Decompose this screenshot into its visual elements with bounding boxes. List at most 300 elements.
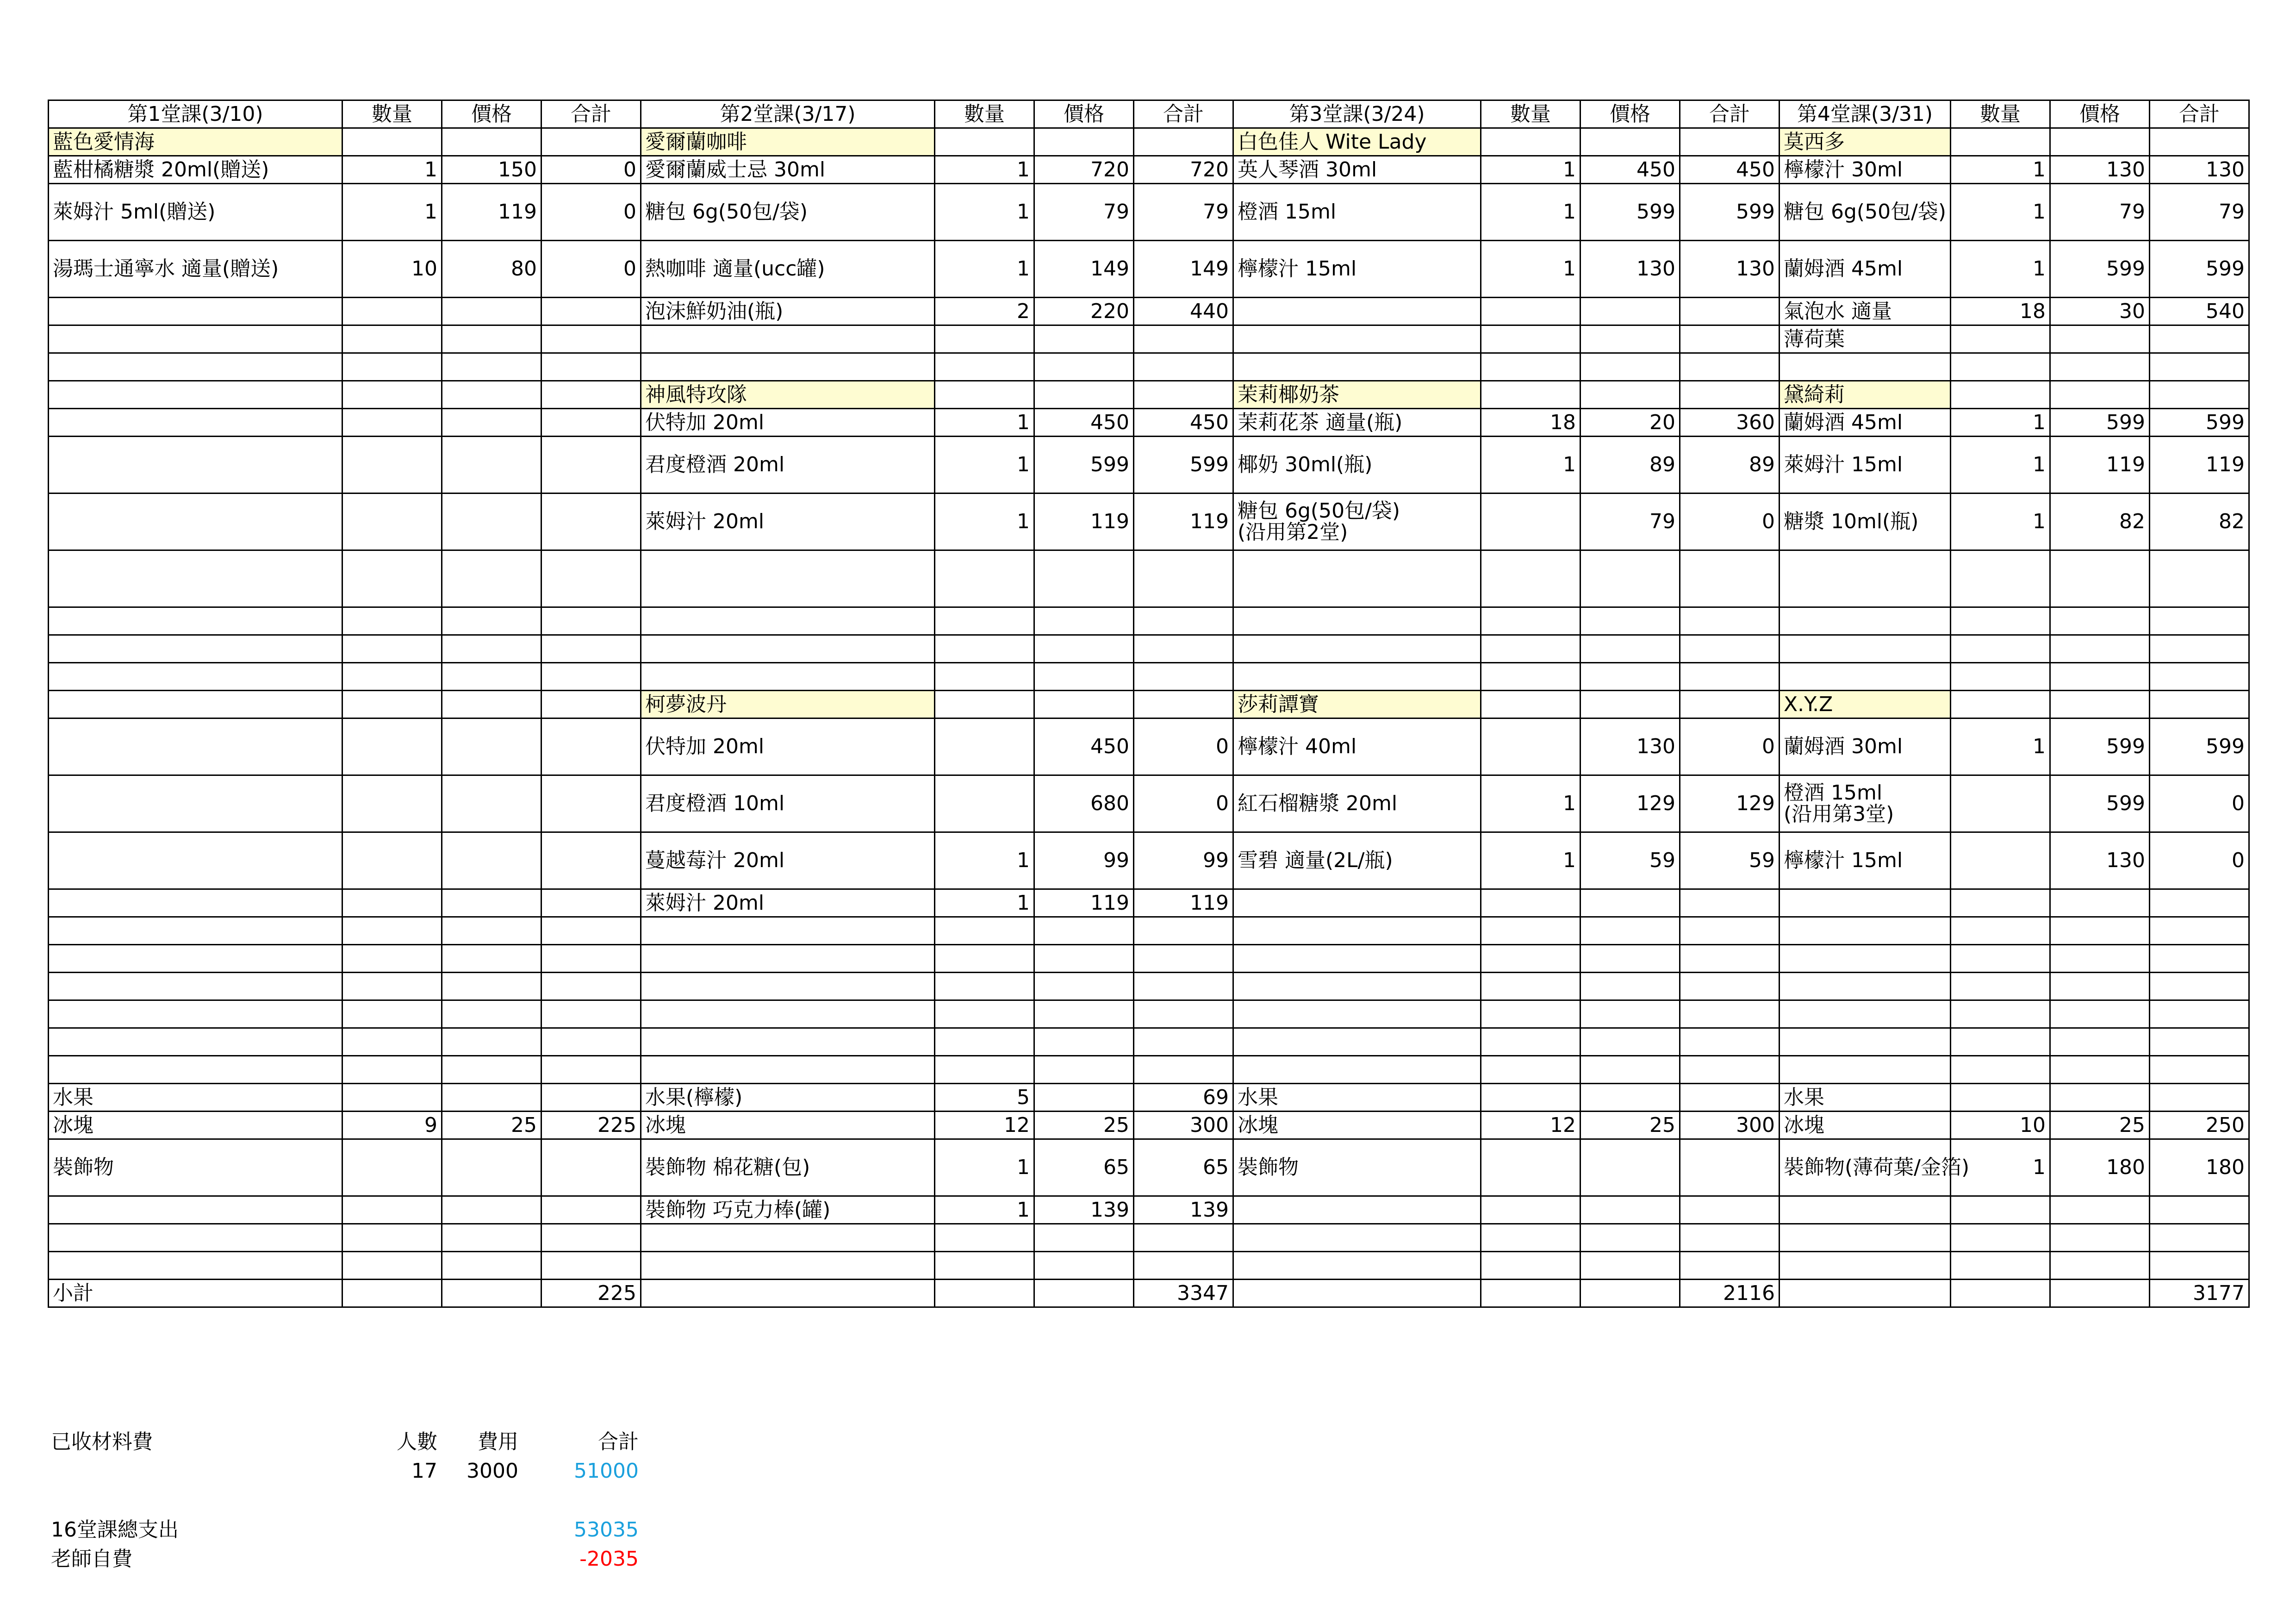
- item-cell: [1780, 550, 1951, 607]
- quantity-cell: [935, 691, 1034, 718]
- table-row: [49, 1084, 2249, 1112]
- quantity-cell: [935, 381, 1034, 409]
- total-cell: [541, 973, 641, 1000]
- price-cell: [1034, 635, 1134, 663]
- quantity-cell: [342, 325, 442, 353]
- price-cell: 25: [442, 1112, 541, 1139]
- table-row: [49, 437, 2249, 493]
- quantity-cell: [1951, 1028, 2050, 1056]
- price-cell: [1034, 381, 1134, 409]
- total-cell: [541, 1000, 641, 1028]
- total-cell: [541, 409, 641, 437]
- price-cell: [1034, 128, 1134, 156]
- total-cell: 180: [2150, 1139, 2249, 1196]
- total-cell: 0: [1134, 775, 1233, 832]
- price-cell: 79: [1034, 184, 1134, 241]
- price-cell: [2050, 1196, 2150, 1224]
- quantity-cell: [1481, 128, 1580, 156]
- quantity-cell: [1481, 1252, 1580, 1280]
- quantity-cell: [342, 889, 442, 917]
- column-header: 第4堂課(3/31): [1780, 100, 1951, 128]
- price-cell: [442, 1139, 541, 1196]
- item-cell: 蘭姆酒 45ml: [1780, 409, 1951, 437]
- quantity-cell: 10: [342, 241, 442, 298]
- total-cell: 599: [1134, 437, 1233, 493]
- price-cell: [1580, 663, 1680, 691]
- quantity-cell: [1481, 917, 1580, 945]
- total-cell: [1680, 889, 1780, 917]
- quantity-cell: [342, 381, 442, 409]
- item-cell: 蔓越莓汁 20ml: [641, 832, 935, 889]
- total-cell: [1134, 1224, 1233, 1252]
- quantity-cell: 1: [1481, 437, 1580, 493]
- column-header: 價格: [2050, 100, 2150, 128]
- quantity-cell: [1951, 691, 2050, 718]
- column-header: 第3堂課(3/24): [1233, 100, 1481, 128]
- item-cell: [1780, 663, 1951, 691]
- quantity-cell: [1951, 1000, 2050, 1028]
- quantity-cell: [342, 128, 442, 156]
- price-cell: [442, 945, 541, 973]
- teacher-self-pay-value: -2035: [579, 1547, 639, 1571]
- total-cell: 82: [2150, 493, 2249, 550]
- price-cell: [1580, 1224, 1680, 1252]
- item-cell: [1233, 1252, 1481, 1280]
- item-cell: 檸檬汁 15ml: [1233, 241, 1481, 298]
- collected-fee-label: 已收材料費: [51, 1430, 153, 1454]
- price-cell: [1034, 1280, 1134, 1307]
- total-cell: [541, 493, 641, 550]
- item-cell: 蘭姆酒 30ml: [1780, 718, 1951, 775]
- item-cell: 冰塊: [641, 1112, 935, 1139]
- item-cell: 裝飾物(薄荷葉/金箔): [1780, 1139, 1951, 1196]
- price-cell: [1580, 128, 1680, 156]
- quantity-cell: [1951, 607, 2050, 635]
- total-cell: [541, 325, 641, 353]
- total-cell: [2150, 325, 2249, 353]
- price-cell: 119: [1034, 493, 1134, 550]
- column-header: 第1堂課(3/10): [49, 100, 342, 128]
- table-row: [49, 241, 2249, 298]
- price-cell: [1034, 1084, 1134, 1112]
- item-cell: [1233, 1280, 1481, 1307]
- total-cell: [1680, 635, 1780, 663]
- item-cell: [49, 718, 342, 775]
- total-cell: [541, 1056, 641, 1084]
- quantity-cell: 1: [935, 1196, 1034, 1224]
- item-cell: [1233, 298, 1481, 325]
- price-cell: [442, 1252, 541, 1280]
- quantity-cell: [1481, 718, 1580, 775]
- item-cell: [641, 1028, 935, 1056]
- price-cell: [442, 550, 541, 607]
- table-row: [49, 325, 2249, 353]
- item-cell: 橙酒 15ml: [1233, 184, 1481, 241]
- total-cell: [2150, 1084, 2249, 1112]
- price-cell: [1580, 550, 1680, 607]
- price-cell: [1580, 1028, 1680, 1056]
- total-cell: [1680, 550, 1780, 607]
- total-cell: [2150, 917, 2249, 945]
- item-cell: 萊姆汁 15ml: [1780, 437, 1951, 493]
- price-cell: [2050, 1280, 2150, 1307]
- total-cell: [1680, 1224, 1780, 1252]
- item-cell: 君度橙酒 10ml: [641, 775, 935, 832]
- item-cell: 柯夢波丹: [641, 691, 935, 718]
- quantity-cell: [342, 718, 442, 775]
- price-cell: [1034, 353, 1134, 381]
- price-cell: 150: [442, 156, 541, 184]
- item-cell: [49, 691, 342, 718]
- price-cell: 65: [1034, 1139, 1134, 1196]
- total-cell: [1134, 1056, 1233, 1084]
- price-cell: 130: [2050, 156, 2150, 184]
- quantity-cell: [935, 973, 1034, 1000]
- item-cell: 愛爾蘭威士忌 30ml: [641, 156, 935, 184]
- price-cell: [1580, 1056, 1680, 1084]
- total-cell: [2150, 381, 2249, 409]
- price-cell: 79: [1580, 493, 1680, 550]
- price-cell: 30: [2050, 298, 2150, 325]
- quantity-cell: [1481, 1196, 1580, 1224]
- item-cell: [49, 381, 342, 409]
- total-cell: 139: [1134, 1196, 1233, 1224]
- item-cell: [49, 325, 342, 353]
- table-row: [49, 973, 2249, 1000]
- total-cell: [2150, 635, 2249, 663]
- price-cell: [2050, 1028, 2150, 1056]
- total-cell: [541, 1252, 641, 1280]
- quantity-cell: [935, 1280, 1034, 1307]
- price-cell: 25: [1580, 1112, 1680, 1139]
- quantity-cell: [342, 1139, 442, 1196]
- price-cell: [442, 973, 541, 1000]
- table-row: [49, 550, 2249, 607]
- quantity-cell: 1: [935, 889, 1034, 917]
- total-cell: [1680, 381, 1780, 409]
- price-cell: [1580, 917, 1680, 945]
- total-cell: 599: [2150, 718, 2249, 775]
- quantity-cell: 2: [935, 298, 1034, 325]
- item-cell: 檸檬汁 30ml: [1780, 156, 1951, 184]
- total-cell: [1134, 635, 1233, 663]
- total-cell: [541, 1139, 641, 1196]
- price-cell: [2050, 550, 2150, 607]
- item-cell: [1780, 1252, 1951, 1280]
- price-cell: 450: [1580, 156, 1680, 184]
- total-cell: [2150, 1028, 2249, 1056]
- item-cell: 冰塊: [1233, 1112, 1481, 1139]
- quantity-cell: [935, 1000, 1034, 1028]
- total-cell: [541, 353, 641, 381]
- item-cell: [1233, 1056, 1481, 1084]
- item-cell: [1233, 945, 1481, 973]
- price-cell: [1580, 1196, 1680, 1224]
- price-cell: [1034, 945, 1134, 973]
- item-cell: [49, 973, 342, 1000]
- quantity-cell: 1: [935, 493, 1034, 550]
- price-cell: [1580, 635, 1680, 663]
- price-cell: 25: [2050, 1112, 2150, 1139]
- price-cell: 720: [1034, 156, 1134, 184]
- total-cell: [2150, 1056, 2249, 1084]
- quantity-cell: [342, 550, 442, 607]
- quantity-cell: [342, 635, 442, 663]
- item-cell: [641, 1252, 935, 1280]
- total-cell: 225: [541, 1112, 641, 1139]
- price-cell: [1034, 1252, 1134, 1280]
- item-cell: 糖包 6g(50包/袋) (沿用第2堂): [1233, 493, 1481, 550]
- total-cell: [1134, 607, 1233, 635]
- total-cell: [1680, 298, 1780, 325]
- expense-sheet: [48, 100, 2250, 1308]
- item-cell: [1233, 1000, 1481, 1028]
- item-cell: [641, 663, 935, 691]
- item-cell: [1233, 889, 1481, 917]
- total-cell: 0: [541, 241, 641, 298]
- quantity-cell: [1481, 889, 1580, 917]
- item-cell: [641, 325, 935, 353]
- total-cell: [1680, 607, 1780, 635]
- total-cell: [541, 1196, 641, 1224]
- price-cell: 119: [2050, 437, 2150, 493]
- price-cell: [1034, 917, 1134, 945]
- total-cell: 300: [1134, 1112, 1233, 1139]
- total-cell: [1680, 973, 1780, 1000]
- table-row: [49, 184, 2249, 241]
- total-cell: [1134, 945, 1233, 973]
- price-cell: [2050, 663, 2150, 691]
- total-cell: [1134, 325, 1233, 353]
- item-cell: [1780, 945, 1951, 973]
- price-cell: [2050, 917, 2150, 945]
- price-cell: [1580, 325, 1680, 353]
- item-cell: [641, 1224, 935, 1252]
- price-cell: [442, 1196, 541, 1224]
- total-cell: [2150, 607, 2249, 635]
- total-cell: 2116: [1680, 1280, 1780, 1307]
- total-cell: [1680, 917, 1780, 945]
- quantity-cell: [1481, 1000, 1580, 1028]
- total-cell: [2150, 1252, 2249, 1280]
- people-count-value: 17: [411, 1459, 437, 1483]
- item-cell: 莫西多: [1780, 128, 1951, 156]
- item-cell: [49, 493, 342, 550]
- item-cell: 冰塊: [1780, 1112, 1951, 1139]
- item-cell: 水果: [49, 1084, 342, 1112]
- item-cell: [641, 1000, 935, 1028]
- price-cell: [442, 718, 541, 775]
- quantity-cell: [342, 775, 442, 832]
- quantity-cell: 1: [1951, 184, 2050, 241]
- total-cell: [1680, 1139, 1780, 1196]
- total-cell: 599: [1680, 184, 1780, 241]
- quantity-cell: [935, 607, 1034, 635]
- column-header: 數量: [935, 100, 1034, 128]
- item-cell: [641, 973, 935, 1000]
- teacher-self-pay-label: 老師自費: [51, 1547, 132, 1571]
- table-row: [49, 156, 2249, 184]
- total-cell: 119: [1134, 493, 1233, 550]
- quantity-cell: 5: [935, 1084, 1034, 1112]
- table-row: [49, 128, 2249, 156]
- total-cell: [1134, 1252, 1233, 1280]
- item-cell: [49, 1224, 342, 1252]
- quantity-cell: [1481, 635, 1580, 663]
- quantity-cell: 1: [342, 156, 442, 184]
- quantity-cell: 1: [1951, 409, 2050, 437]
- quantity-cell: 1: [935, 241, 1034, 298]
- quantity-cell: 1: [1951, 1139, 2050, 1196]
- quantity-cell: 12: [935, 1112, 1034, 1139]
- price-cell: [1580, 973, 1680, 1000]
- item-cell: [641, 1280, 935, 1307]
- price-cell: [1580, 889, 1680, 917]
- total-cell: [1134, 1028, 1233, 1056]
- quantity-cell: [1951, 635, 2050, 663]
- quantity-cell: [935, 353, 1034, 381]
- total-cell: [541, 889, 641, 917]
- quantity-cell: [935, 128, 1034, 156]
- item-cell: 裝飾物 巧克力棒(罐): [641, 1196, 935, 1224]
- price-cell: [2050, 691, 2150, 718]
- price-cell: 89: [1580, 437, 1680, 493]
- price-cell: [442, 663, 541, 691]
- price-cell: [2050, 945, 2150, 973]
- total-cell: [2150, 691, 2249, 718]
- item-cell: [1233, 550, 1481, 607]
- item-cell: 水果: [1233, 1084, 1481, 1112]
- price-cell: [2050, 353, 2150, 381]
- item-cell: 裝飾物: [1233, 1139, 1481, 1196]
- price-cell: [1034, 973, 1134, 1000]
- total-cell: 69: [1134, 1084, 1233, 1112]
- quantity-cell: 1: [1481, 775, 1580, 832]
- quantity-cell: [342, 832, 442, 889]
- quantity-cell: [1951, 973, 2050, 1000]
- item-cell: 檸檬汁 15ml: [1780, 832, 1951, 889]
- total-cell: 65: [1134, 1139, 1233, 1196]
- total-cell: [541, 381, 641, 409]
- table-row: [49, 917, 2249, 945]
- price-cell: [2050, 1056, 2150, 1084]
- price-cell: [442, 353, 541, 381]
- price-cell: [1580, 353, 1680, 381]
- price-cell: [1034, 607, 1134, 635]
- quantity-cell: [1481, 607, 1580, 635]
- price-cell: [2050, 325, 2150, 353]
- table-row: [49, 1224, 2249, 1252]
- price-cell: [442, 832, 541, 889]
- quantity-cell: [342, 353, 442, 381]
- item-cell: 橙酒 15ml (沿用第3堂): [1780, 775, 1951, 832]
- price-cell: [442, 493, 541, 550]
- item-cell: [641, 1056, 935, 1084]
- quantity-cell: [1951, 775, 2050, 832]
- table-row: [49, 607, 2249, 635]
- table-row: [49, 353, 2249, 381]
- total-label: 合計: [598, 1430, 639, 1454]
- item-cell: 椰奶 30ml(瓶): [1233, 437, 1481, 493]
- price-cell: [2050, 973, 2150, 1000]
- quantity-cell: [935, 1224, 1034, 1252]
- total-cell: [1134, 128, 1233, 156]
- item-cell: 水果: [1780, 1084, 1951, 1112]
- total-cell: 149: [1134, 241, 1233, 298]
- item-cell: 萊姆汁 5ml(贈送): [49, 184, 342, 241]
- price-cell: 599: [2050, 241, 2150, 298]
- price-cell: [442, 917, 541, 945]
- item-cell: 熱咖啡 適量(ucc罐): [641, 241, 935, 298]
- quantity-cell: [342, 493, 442, 550]
- quantity-cell: [935, 775, 1034, 832]
- price-cell: 450: [1034, 718, 1134, 775]
- quantity-cell: [935, 718, 1034, 775]
- item-cell: [641, 635, 935, 663]
- quantity-cell: [1951, 550, 2050, 607]
- total-cell: [2150, 973, 2249, 1000]
- quantity-cell: [935, 1252, 1034, 1280]
- total-cell: [2150, 550, 2249, 607]
- price-cell: [1580, 607, 1680, 635]
- item-cell: [49, 1000, 342, 1028]
- price-cell: [442, 298, 541, 325]
- item-cell: 檸檬汁 40ml: [1233, 718, 1481, 775]
- quantity-cell: 1: [935, 156, 1034, 184]
- quantity-cell: [1481, 691, 1580, 718]
- total-cell: [541, 1224, 641, 1252]
- price-cell: [442, 775, 541, 832]
- quantity-cell: [1951, 1084, 2050, 1112]
- price-cell: [442, 889, 541, 917]
- quantity-cell: [1481, 493, 1580, 550]
- price-cell: 82: [2050, 493, 2150, 550]
- item-cell: [1780, 607, 1951, 635]
- quantity-cell: [342, 409, 442, 437]
- item-cell: 水果(檸檬): [641, 1084, 935, 1112]
- quantity-cell: 1: [1481, 156, 1580, 184]
- quantity-cell: [342, 1280, 442, 1307]
- item-cell: 湯瑪士通寧水 適量(贈送): [49, 241, 342, 298]
- total-cell: 129: [1680, 775, 1780, 832]
- column-header: 價格: [442, 100, 541, 128]
- price-cell: 80: [442, 241, 541, 298]
- price-cell: 599: [2050, 409, 2150, 437]
- price-cell: 20: [1580, 409, 1680, 437]
- price-cell: 180: [2050, 1139, 2150, 1196]
- total-cell: [1680, 128, 1780, 156]
- quantity-cell: [1481, 325, 1580, 353]
- total-cell: [1134, 663, 1233, 691]
- item-cell: 茉莉花茶 適量(瓶): [1233, 409, 1481, 437]
- price-cell: 130: [1580, 718, 1680, 775]
- quantity-cell: [1951, 832, 2050, 889]
- item-cell: 雪碧 適量(2L/瓶): [1233, 832, 1481, 889]
- price-cell: [2050, 1224, 2150, 1252]
- price-cell: 450: [1034, 409, 1134, 437]
- quantity-cell: 1: [1481, 832, 1580, 889]
- column-header: 合計: [541, 100, 641, 128]
- total-cell: [541, 437, 641, 493]
- total-cell: 0: [1134, 718, 1233, 775]
- price-cell: 119: [442, 184, 541, 241]
- quantity-cell: 1: [1951, 241, 2050, 298]
- quantity-cell: 18: [1951, 298, 2050, 325]
- table-row: [49, 663, 2249, 691]
- quantity-cell: [1951, 1252, 2050, 1280]
- price-cell: 79: [2050, 184, 2150, 241]
- total-cell: [541, 635, 641, 663]
